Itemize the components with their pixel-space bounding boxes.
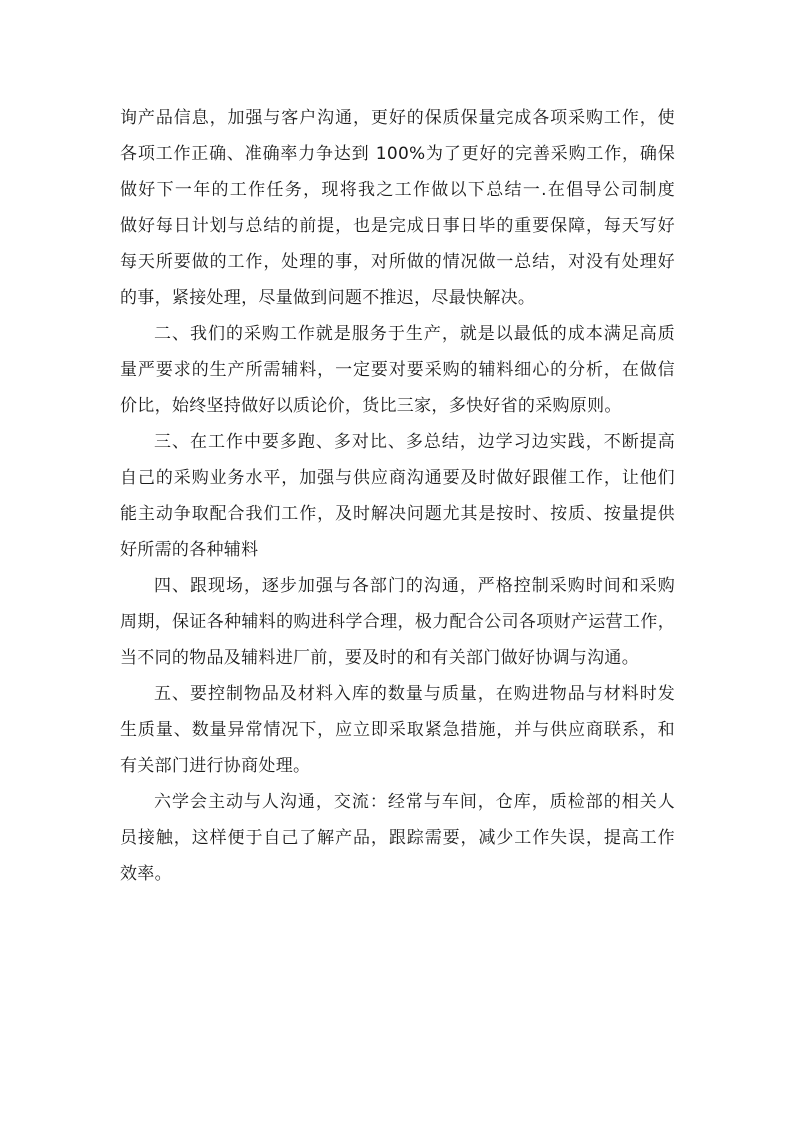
- text-line: 询产品信息，加强与客户沟通，更好的保质保量完成各项采购工作，使: [120, 108, 675, 128]
- text-line: 周期，保证各种辅料的购进科学合理，极力配合公司各项财产运营工作，: [120, 612, 675, 632]
- text-line: 三、在工作中要多跑、多对比、多总结，边学习边实践，不断提高: [154, 432, 675, 452]
- text-line: 效率。: [120, 864, 172, 884]
- text-line: 当不同的物品及辅料进厂前，要及时的和有关部门做好协调与沟通。: [120, 648, 639, 668]
- text-line: 好所需的各种辅料: [120, 540, 259, 560]
- text-line: 的事，紧接处理，尽量做到问题不推迟，尽最快解决。: [120, 288, 536, 308]
- text-line: 能主动争取配合我们工作，及时解决问题尤其是按时、按质、按量提供: [120, 504, 675, 524]
- text-line: 自己的采购业务水平，加强与供应商沟通要及时做好跟催工作，让他们: [120, 468, 675, 488]
- paragraph-4: [120, 568, 675, 676]
- text-line: 五、要控制物品及材料入库的数量与质量，在购进物品与材料时发: [154, 684, 675, 704]
- paragraph-3: [120, 424, 675, 568]
- text-line: 四、跟现场，逐步加强与各部门的沟通，严格控制采购时间和采购: [154, 576, 675, 596]
- paragraph-5: [120, 676, 675, 784]
- text-line: 做好每日计划与总结的前提，也是完成日事日毕的重要保障，每天写好: [120, 216, 675, 236]
- text-line: 六学会主动与人沟通，交流：经常与车间，仓库，质检部的相关人: [154, 792, 675, 812]
- text-line: 员接触，这样便于自己了解产品，跟踪需要，减少工作失误，提高工作: [120, 828, 675, 848]
- text-line: 价比，始终坚持做好以质论价，货比三家，多快好省的采购原则。: [120, 396, 622, 416]
- text-line: 各项工作正确、准确率力争达到 100%为了更好的完善采购工作，确保: [120, 144, 675, 164]
- text-line: 二、我们的采购工作就是服务于生产，就是以最低的成本满足高质: [154, 324, 675, 344]
- paragraph-intro: [120, 100, 675, 316]
- paragraph-2: [120, 316, 675, 424]
- text-line: 每天所要做的工作，处理的事，对所做的情况做一总结，对没有处理好: [120, 252, 675, 272]
- document-body: [120, 100, 675, 892]
- paragraph-6: [120, 784, 675, 892]
- text-line: 做好下一年的工作任务，现将我之工作做以下总结一.在倡导公司制度: [120, 180, 675, 200]
- text-line: 有关部门进行协商处理。: [120, 756, 311, 776]
- text-line: 量严要求的生产所需辅料，一定要对要采购的辅料细心的分析，在做信: [120, 360, 675, 380]
- text-line: 生质量、数量异常情况下，应立即采取紧急措施，并与供应商联系，和: [120, 720, 675, 740]
